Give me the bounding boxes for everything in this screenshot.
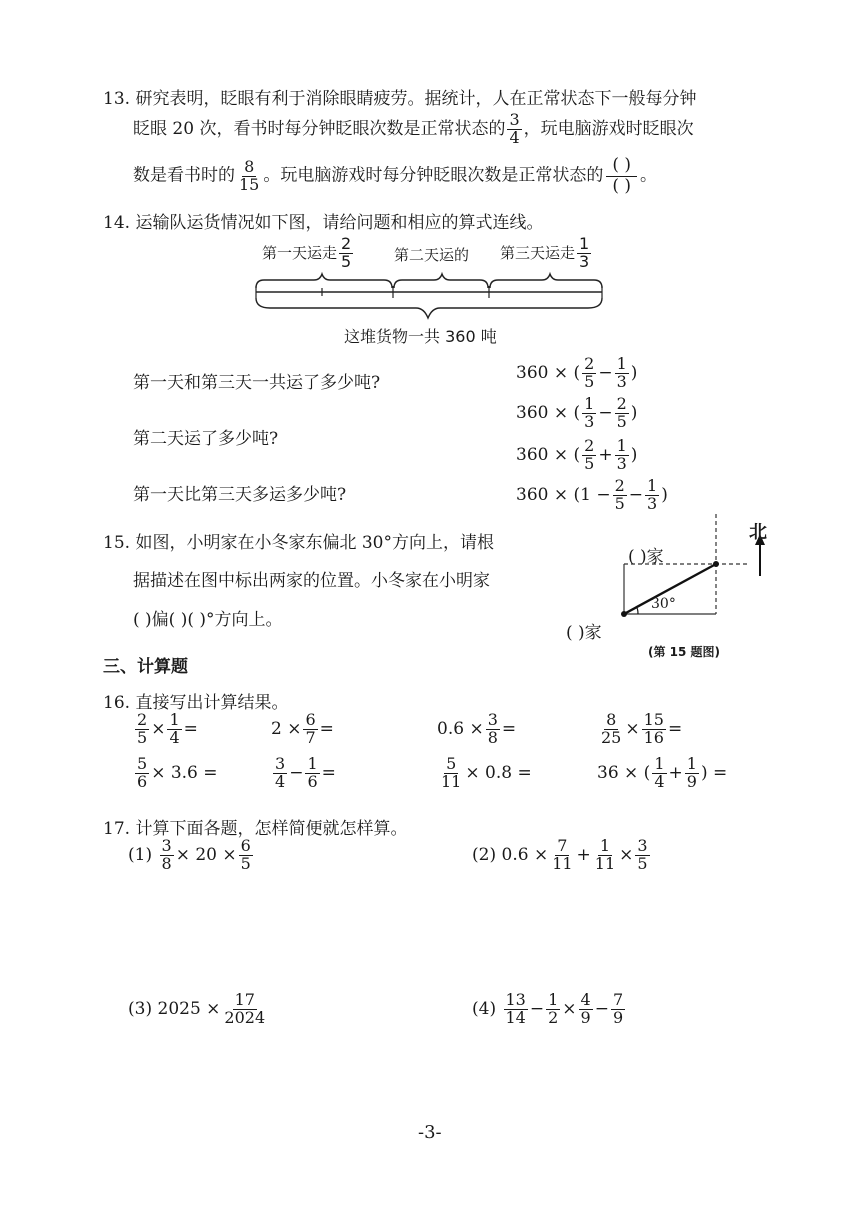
q13-line1 bbox=[103, 84, 696, 109]
q17-title bbox=[103, 814, 407, 839]
q15-point-top bbox=[713, 561, 719, 567]
q14-day1-label: 第一天运走 $\frac{2}{5}$ bbox=[262, 234, 352, 271]
q14-question-3[interactable]: 第一天比第三天多运多少吨? bbox=[133, 485, 347, 505]
q14-day3-label: 第三天运走 $\frac{1}{3}$ bbox=[500, 234, 590, 271]
page-number: -3- bbox=[418, 1122, 442, 1143]
q13-text-line1: 研究表明，眨眼有利于消除眼睛疲劳。据统计，人在正常状态下一般每分钟 bbox=[135, 89, 697, 109]
q17-problem-2[interactable]: (2) 0.6 × $\frac{7}{11}$ + $\frac{1}{11}$ × $\frac{3}{5}$ bbox=[472, 836, 648, 873]
q17-problem-1[interactable]: (1) $\frac{3}{8}$ × 20 × $\frac{6}{5}$ bbox=[128, 836, 251, 873]
q15-number: 15. bbox=[103, 533, 131, 553]
q13-answer-blank[interactable]: $\frac{( )}{( )}$ bbox=[606, 156, 637, 196]
q14-text: 运输队运货情况如下图，请给问题和相应的算式连线。 bbox=[135, 213, 544, 233]
q16-r2-expr-1[interactable]: $\frac{5}{6}$ × 3.6 = bbox=[137, 754, 218, 791]
q13-fraction-3-4: $\frac{3}{4}$ bbox=[509, 110, 520, 147]
q14-expression-4[interactable]: 360 × (1 − $\frac{2}{5}$ − $\frac{1}{3}$ ) bbox=[516, 476, 668, 513]
brace-day2 bbox=[394, 274, 488, 288]
q15-answer-line[interactable]: ( )偏( )( )°方向上。 bbox=[133, 610, 283, 630]
q15-text-line1: 如图，小明家在小冬家东偏北 30°方向上，请根 bbox=[135, 533, 494, 553]
q13-fraction-8-15: $\frac{8}{15}$ bbox=[239, 156, 260, 194]
q13-text-line2b: ，玩电脑游戏时眨眼次 bbox=[523, 118, 694, 139]
brace-day3 bbox=[490, 274, 602, 288]
q14-day2-label: 第二天运的 bbox=[394, 246, 470, 264]
q16-r1-expr-2[interactable]: 2 × $\frac{6}{7}$ = bbox=[271, 710, 334, 747]
q13-text-line3a: 数是看书时的 bbox=[133, 165, 235, 186]
q16-text: 直接写出计算结果。 bbox=[135, 693, 289, 713]
q17-text: 计算下面各题，怎样简便就怎样算。 bbox=[135, 819, 408, 839]
q14-expression-2[interactable]: 360 × ( $\frac{1}{3}$ − $\frac{2}{5}$ ) bbox=[516, 394, 638, 431]
q16-r2-expr-3[interactable]: $\frac{5}{11}$ × 0.8 = bbox=[441, 754, 532, 791]
q15-top-house-label[interactable]: ( )家 bbox=[628, 547, 664, 567]
q15-angle-label: 30° bbox=[651, 596, 676, 612]
q15-point-bottom bbox=[621, 611, 627, 617]
q15-bottom-house-label[interactable]: ( )家 bbox=[566, 623, 602, 643]
q14-expression-3[interactable]: 360 × ( $\frac{2}{5}$ + $\frac{1}{3}$ ) bbox=[516, 436, 638, 473]
q13-line2 bbox=[133, 112, 694, 147]
q16-r1-expr-3[interactable]: 0.6 × $\frac{3}{8}$ = bbox=[437, 710, 517, 747]
q16-r1-expr-4[interactable]: $\frac{8}{25}$ × $\frac{15}{16}$ = bbox=[601, 710, 683, 747]
q14-question-1[interactable]: 第一天和第三天一共运了多少吨? bbox=[133, 373, 381, 393]
section-3-title: 三、计算题 bbox=[103, 657, 188, 677]
q15-caption: (第 15 题图) bbox=[648, 645, 721, 659]
q13-text-line3b: 。玩电脑游戏时每分钟眨眼次数是正常状态的 bbox=[263, 165, 604, 186]
q16-title bbox=[103, 688, 288, 713]
q13-text-line3c: 。 bbox=[640, 165, 658, 186]
q13-text-line2a: 眨眼 20 次，看书时每分钟眨眼次数是正常状态的 bbox=[133, 118, 506, 139]
q14-expression-1[interactable]: 360 × ( $\frac{2}{5}$ − $\frac{1}{3}$ ) bbox=[516, 354, 638, 391]
brace-total bbox=[256, 298, 602, 318]
q14-total-label: 这堆货物一共 360 吨 bbox=[344, 327, 497, 346]
q15-line1 bbox=[103, 528, 494, 553]
q17-problem-4[interactable]: (4) $\frac{13}{14}$ − $\frac{1}{2}$ × $\frac{4}{9}$ − $\frac{7}{9}$ bbox=[472, 990, 624, 1027]
q16-number: 16. bbox=[103, 693, 131, 713]
q16-r2-expr-2[interactable]: $\frac{3}{4}$ − $\frac{1}{6}$ = bbox=[275, 754, 336, 791]
q16-r1-expr-1[interactable]: $\frac{2}{5}$ × $\frac{1}{4}$ = bbox=[137, 710, 198, 747]
q15-text-line2: 据描述在图中标出两家的位置。小冬家在小明家 bbox=[133, 571, 490, 591]
q14-question-2[interactable]: 第二天运了多少吨? bbox=[133, 429, 279, 449]
q15-north-label: 北 bbox=[749, 522, 767, 543]
q13-number: 13. bbox=[103, 89, 131, 109]
q13-line3 bbox=[133, 156, 657, 196]
q17-problem-3[interactable]: (3) 2025 × $\frac{17}{2024}$ bbox=[128, 990, 266, 1027]
q14-brace-diagram bbox=[250, 270, 610, 325]
q16-r2-expr-4[interactable]: 36 × ( $\frac{1}{4}$ + $\frac{1}{9}$ ) = bbox=[597, 754, 728, 791]
q14-number: 14. bbox=[103, 213, 131, 233]
q14-title bbox=[103, 208, 543, 233]
q17-number: 17. bbox=[103, 819, 131, 839]
brace-day1 bbox=[256, 274, 392, 288]
